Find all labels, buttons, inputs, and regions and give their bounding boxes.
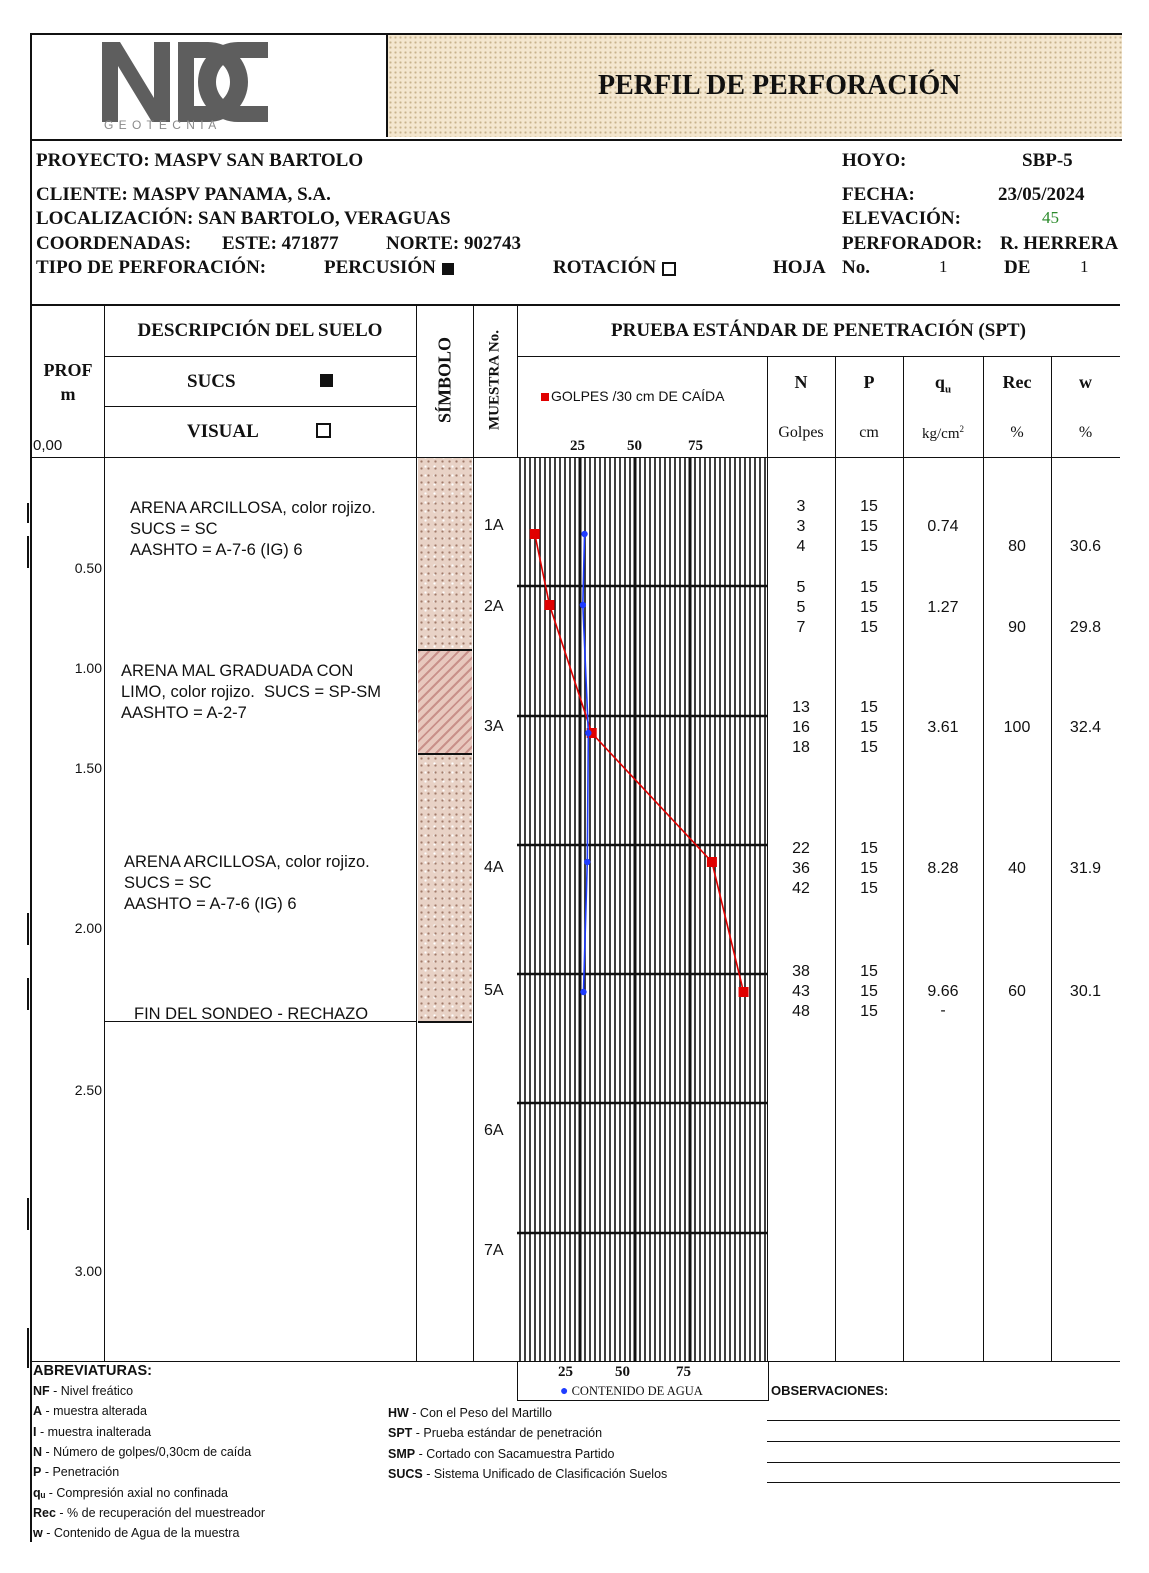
simbolo-header: SÍMBOLO (434, 336, 455, 424)
abbreviation-value: - Penetración (41, 1465, 120, 1480)
visual-label: VISUAL (187, 421, 259, 442)
abbreviation-value: - Con el Peso del Martillo (408, 1406, 552, 1420)
rec-value: 60 (1008, 983, 1026, 1000)
symbol-sand-1 (418, 458, 472, 651)
w-header: w (1079, 372, 1092, 392)
legend-agua-label: CONTENIDO DE AGUA (571, 1384, 703, 1398)
abbreviation-item (33, 1483, 228, 1503)
abbreviation-value: - % de recuperación del muestreador (55, 1505, 266, 1520)
chart-tick-bottom: 75 (676, 1364, 691, 1380)
rotacion-empty-box (662, 262, 676, 276)
abbreviation-key: Rec (33, 1505, 56, 1520)
abbreviation-item (33, 1401, 147, 1421)
p-value: 15 (860, 860, 878, 877)
col-symbol-divider (473, 305, 474, 1361)
desc-subline-1 (104, 356, 416, 357)
n-value: 38 (792, 963, 810, 980)
p-value: 15 (860, 579, 878, 596)
p-unit: cm (859, 424, 879, 441)
depth-label: 2.50 (74, 1082, 102, 1098)
rec-value: 40 (1008, 860, 1026, 877)
p-value: 15 (860, 719, 878, 736)
rec-value: 90 (1008, 619, 1026, 636)
n-value: 3 (796, 498, 806, 515)
legend-golpes (541, 388, 725, 404)
coord-norte: NORTE: 902743 (386, 233, 521, 254)
sample-id: 4A (484, 859, 504, 876)
n-value: 16 (792, 719, 810, 736)
obs-line (767, 1482, 1120, 1483)
sucs-label: SUCS (187, 371, 236, 392)
hoja-label: HOJA (773, 257, 826, 278)
abbreviation-item (388, 1464, 667, 1484)
visual-empty-box (316, 423, 331, 438)
qu-header (903, 372, 983, 396)
prof-header (32, 358, 104, 406)
perforador-label: PERFORADOR: (842, 233, 983, 254)
chart-tick-bottom: 25 (558, 1364, 573, 1380)
abbreviation-item (33, 1381, 133, 1401)
depth-label: 1.00 (74, 660, 102, 676)
qu-value: 3.61 (927, 719, 959, 736)
blows-point (707, 857, 717, 867)
n-value: 48 (792, 1003, 810, 1020)
fecha-value: 23/05/2024 (998, 184, 1085, 205)
table-top-line (30, 304, 1120, 306)
abbreviation-value: - Nivel freático (49, 1384, 134, 1398)
water-content-point (580, 989, 586, 995)
col-rec-divider (1051, 356, 1052, 1361)
logo-subtitle: G E O T E C N I A (104, 118, 218, 132)
col-qu-divider (983, 356, 984, 1361)
p-value: 15 (860, 963, 878, 980)
rec-unit: % (1010, 424, 1024, 441)
observaciones-label: OBSERVACIONES: (771, 1383, 889, 1398)
w-value: 32.4 (1069, 719, 1102, 736)
spt-chart (517, 458, 767, 1361)
legend-blue-marker: ● (560, 1384, 569, 1399)
obs-line (767, 1441, 1120, 1442)
p-value: 15 (860, 880, 878, 897)
abbreviation-value: - muestra alterada (42, 1404, 147, 1419)
depth-label: 0.50 (74, 560, 102, 576)
qu-value: 8.28 (927, 860, 959, 877)
symbol-sand-silt (418, 651, 472, 755)
sample-id: 2A (484, 598, 504, 615)
visual-header (187, 421, 259, 443)
obs-line (767, 1462, 1120, 1463)
abbreviation-key: NF (33, 1384, 50, 1398)
chart-tick-bottom: 50 (615, 1364, 630, 1380)
rec-header: Rec (1002, 372, 1032, 392)
qu-label: q (934, 372, 945, 392)
table-left-border (30, 304, 32, 1362)
chart-tick-top: 75 (688, 438, 703, 454)
depth-label: 2.00 (74, 920, 102, 936)
qu-unit (903, 424, 983, 443)
abbreviation-value: - Cortado con Sacamuestra Partido (415, 1446, 615, 1461)
qu-value-2: - (940, 1002, 946, 1019)
p-header: P (863, 372, 875, 392)
abbreviation-value: - Número de golpes/0,30cm de caída (42, 1444, 252, 1459)
abbreviation-value: - Contenido de Agua de la muestra (42, 1526, 240, 1541)
abbreviation-item (33, 1523, 239, 1543)
depth-label: 3.00 (74, 1263, 102, 1279)
depth-tick (27, 536, 29, 568)
qu-unit-superscript: 2 (959, 424, 964, 434)
p-value: 15 (860, 498, 878, 515)
n-value: 7 (796, 619, 806, 636)
depth-tick (27, 1198, 29, 1230)
p-value: 15 (860, 538, 878, 555)
abbreviation-key: HW (388, 1406, 409, 1420)
abbreviation-key: I (33, 1424, 37, 1439)
sample-id: 3A (484, 718, 504, 735)
blows-point (739, 987, 749, 997)
abbreviation-key: SPT (388, 1426, 413, 1441)
abbreviation-value: - Sistema Unificado de Clasificación Suelos (422, 1466, 668, 1481)
p-value: 15 (860, 518, 878, 535)
p-value: 15 (860, 1003, 878, 1020)
legend-red-marker (541, 393, 549, 401)
rec-value: 100 (1003, 719, 1031, 736)
elevacion-label: ELEVACIÓN: (842, 208, 961, 229)
col-p-divider (903, 356, 904, 1361)
qu-unit-label: kg/cm (922, 426, 960, 442)
p-value: 15 (860, 983, 878, 1000)
sucs-filled-box (320, 374, 333, 387)
abbreviation-key: P (33, 1465, 42, 1480)
col-desc-divider (416, 305, 417, 1361)
abbreviation-item (33, 1422, 151, 1442)
perforador-clip (1000, 233, 1120, 255)
abbreviation-item (388, 1423, 602, 1443)
soil-description-3: ARENA ARCILLOSA, color rojizo. SUCS = SC AASHTO = A-7-6 (IG) 6 (124, 853, 370, 913)
abbreviation-item (33, 1462, 119, 1482)
sample-id: 6A (484, 1122, 504, 1139)
legend-agua (560, 1384, 703, 1400)
end-of-boring: FIN DEL SONDEO - RECHAZO (134, 1005, 369, 1023)
cliente: CLIENTE: MASPV PANAMA, S.A. (36, 184, 331, 205)
n-value: 22 (792, 840, 810, 857)
depth-label: 1.50 (74, 760, 102, 776)
elevacion-value: 45 (1042, 208, 1059, 227)
legend-golpes-label: GOLPES /30 cm DE CAÍDA (551, 388, 725, 404)
abbreviation-key: qᵤ (33, 1485, 46, 1500)
p-value: 15 (860, 739, 878, 756)
descripcion-header: DESCRIPCIÓN DEL SUELO (137, 320, 383, 341)
abbreviation-key: N (33, 1444, 43, 1459)
coordenadas-label: COORDENADAS: (36, 233, 192, 254)
hoja-no-value: 1 (939, 257, 948, 276)
coord-este: ESTE: 471877 (222, 233, 339, 254)
w-value: 30.6 (1069, 538, 1102, 555)
abbreviations-title: ABREVIATURAS: (33, 1363, 152, 1379)
muestra-header: MUESTRA No. (486, 329, 503, 431)
qu-subscript: u (944, 383, 952, 396)
depth-tick (27, 913, 29, 945)
qu-value: 0.74 (927, 518, 959, 535)
abbreviation-key: w (33, 1526, 43, 1541)
p-value: 15 (860, 599, 878, 616)
n-value: 42 (792, 880, 810, 897)
n-value: 5 (796, 579, 806, 596)
chart-tick-top: 25 (570, 438, 585, 454)
abbreviation-value: - Prueba estándar de penetración (412, 1426, 603, 1441)
n-header: N (794, 372, 808, 392)
n-value: 36 (792, 860, 810, 877)
abbreviation-key: SMP (388, 1446, 416, 1461)
info-left-border (30, 137, 32, 305)
abbreviation-item (33, 1503, 265, 1523)
p-value: 15 (860, 619, 878, 636)
percusion-checked-box (442, 263, 454, 275)
desc-subline-2 (104, 406, 416, 407)
n-value: 4 (796, 538, 806, 555)
soil-description-2: ARENA MAL GRADUADA CON LIMO, color rojizo. SUCS = SP-SM AASHTO = A-2-7 (121, 662, 381, 722)
abbreviation-value: - Compresión axial no confinada (45, 1485, 228, 1500)
n-unit: Golpes (778, 424, 824, 441)
spt-header: PRUEBA ESTÁNDAR DE PENETRACIÓN (SPT) (611, 320, 1026, 341)
prof-unit: m (60, 384, 76, 404)
spt-header-line (517, 356, 1120, 357)
obs-line (767, 1420, 1120, 1421)
qu-value: 1.27 (927, 599, 959, 616)
n-value: 5 (796, 599, 806, 616)
n-value: 13 (792, 699, 810, 716)
n-value: 43 (792, 983, 810, 1000)
depth-tick (27, 1328, 29, 1368)
prof-label: PROF (43, 360, 93, 380)
col-prof-divider (104, 305, 105, 1361)
abbreviation-item (388, 1403, 552, 1423)
n-value: 3 (796, 518, 806, 535)
water-content-point (585, 730, 591, 736)
sample-id: 7A (484, 1242, 504, 1259)
chart-tick-top: 50 (627, 438, 642, 454)
w-value: 30.1 (1069, 983, 1102, 1000)
page-title: PERFIL DE PERFORACIÓN (598, 70, 961, 101)
rec-value: 80 (1008, 538, 1026, 555)
w-value: 29.8 (1069, 619, 1102, 636)
hoyo-label: HOYO: (842, 150, 907, 171)
hoja-no-label: No. (842, 257, 870, 278)
proyecto: PROYECTO: MASPV SAN BARTOLO (36, 150, 364, 171)
localizacion: LOCALIZACIÓN: SAN BARTOLO, VERAGUAS (36, 208, 451, 229)
fecha-label: FECHA: (842, 184, 915, 205)
hoja-de-value: 1 (1080, 257, 1089, 276)
qu-value: 9.66 (927, 983, 959, 1000)
perforador-value: R. HERRERA (1000, 233, 1119, 254)
blows-point (545, 600, 555, 610)
percusion-label: PERCUSIÓN (324, 257, 436, 278)
p-value: 15 (860, 699, 878, 716)
rotacion-option (553, 257, 676, 279)
sucs-header (187, 371, 236, 393)
origin-depth: 0,00 (33, 437, 63, 454)
hoja-de-label: DE (1004, 257, 1031, 278)
abbreviation-key: A (33, 1404, 43, 1419)
percusion-option (324, 257, 454, 279)
depth-tick (27, 503, 29, 523)
water-content-point (584, 859, 590, 865)
w-value: 31.9 (1069, 860, 1102, 877)
symbol-sand-2 (418, 755, 472, 1023)
blows-point (530, 529, 540, 539)
depth-tick (27, 978, 29, 1010)
p-value: 15 (860, 840, 878, 857)
water-content-point (581, 531, 587, 537)
sample-id: 5A (484, 982, 504, 999)
n-value: 18 (792, 739, 810, 756)
soil-description-1: ARENA ARCILLOSA, color rojizo. SUCS = SC AASHTO = A-7-6 (IG) 6 (130, 499, 376, 559)
sample-id: 1A (484, 517, 504, 534)
water-content-point (580, 602, 586, 608)
abbreviation-key: SUCS (388, 1466, 423, 1481)
hoyo-value: SBP-5 (1022, 150, 1073, 171)
tipo-perforacion-label: TIPO DE PERFORACIÓN: (36, 257, 267, 278)
abbr-left-border (30, 1362, 32, 1542)
abbreviation-value: - muestra inalterada (36, 1424, 152, 1439)
w-unit: % (1078, 424, 1093, 441)
rotacion-label: ROTACIÓN (553, 257, 657, 278)
abbreviation-item (33, 1442, 251, 1462)
abbreviation-item (388, 1444, 615, 1464)
